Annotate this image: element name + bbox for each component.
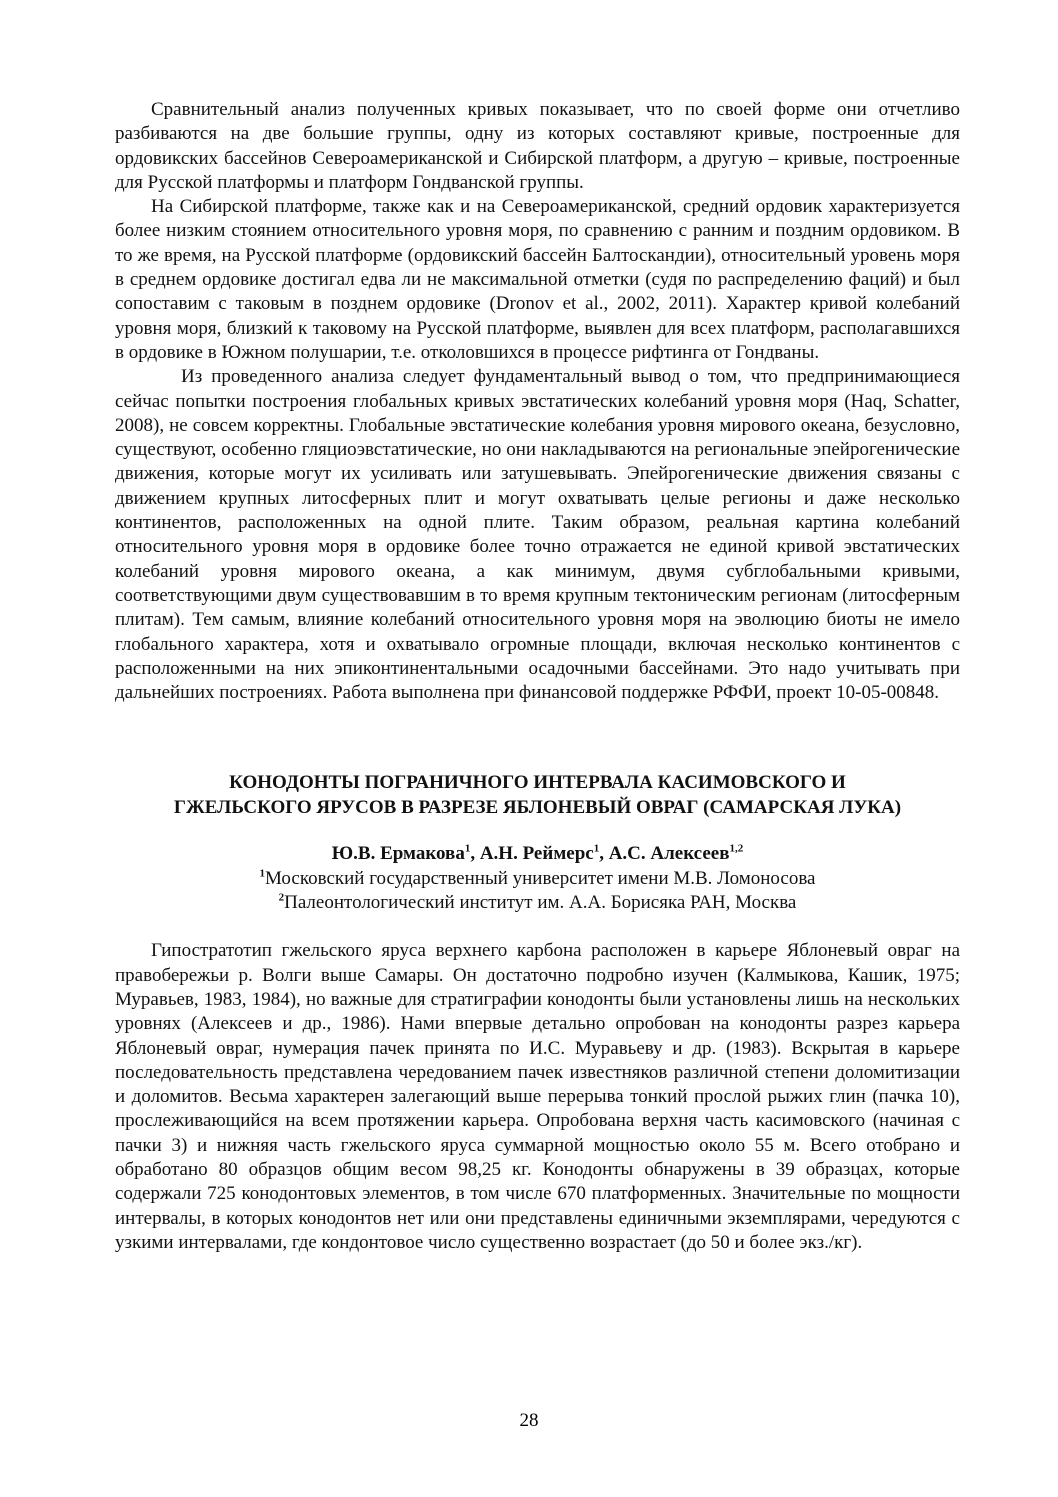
affiliation-mark: 2 [278,891,285,904]
article-title [115,771,960,820]
author-list [115,842,960,866]
body-paragraph: Гипостратотип гжельского яруса верхнего карбона расположен в карьере Яблоневый овраг на правобережьи р. Волги выше Самары. Он достаточно подробно изучен (Калмыкова, Кашик, 1975; Муравьев, 1983, 1984), но важные для стратиграфии конодонты были установлены лишь на нескольких уровнях (Алексеев и др., 1986). Нами впервые детально опробован на конодонты разрез карьера Яблоневый овраг, нумерация пачек принята по И.С. Муравьеву и др. (1983). Вскрытая в карьере последовательность представлена чередованием пачек известняков различной степени доломитизации и доломитов. Весьма характерен залегающий выше перерыва тонкий прослой рыжих глин (пачка 10), прослеживающийся на всем протяжении карьера. Опробована верхня часть касимовского (начиная с пачки 3) и нижняя часть гжельского яруса суммарной мощностью около 55 м. Всего отобрано и обработано 80 образцов общим весом 98,25 кг. Конодонты обнаружены в 39 образцах, которые содержали 725 конодонтовых элементов, в том числе 670 платформенных. Значительные по мощности интервалы, в которых конодонтов нет или они представлены единичными экземплярами, чередуются с узкими интервалами, где кондонтовое число существенно возрастает (до 50 и более экз./кг). [115,940,960,1253]
author-name: А.С. Алексеев [608,843,730,865]
author-name: Ю.В. Ермакова [331,843,465,865]
author-affiliation-mark: 1 [593,843,600,856]
page-number: 28 [519,1410,539,1431]
affiliation [115,867,960,891]
affiliation-text: Московский государственный университет имени М.В. Ломоносова [265,867,816,889]
affiliation [115,891,960,915]
author-name: А.Н. Реймерс [479,843,594,865]
affiliation-text: Палеонтологический институт им. А.А. Борисяка РАН, Москва [284,892,797,914]
body-paragraph: На Сибирской платформе, также как и на Североамериканской, средний ордовик характеризуется более низким стоянием относительного уровня моря, по сравнению с ранним и поздним ордовиком. В то же время, на Русской платформе (ордовикский бассейн Балтоскандии), относительный уровень моря в среднем ордовике достигал едва ли не максимальной отметки (судя по распределению фаций) и был сопоставим с таковым в позднем ордовике (Dronov et al., 2002, 2011). Характер кривой колебаний уровня моря, близкий к таковому на Русской платформе, выявлен для всех платформ, располагавшихся в ордовике в Южном полушарии, т.е. отколовшихся в процессе рифтинга от Гондваны. [115,196,960,363]
author-affiliation-mark: 1,2 [729,843,744,856]
article-title-line: ГЖЕЛЬСКОГО ЯРУСОВ В РАЗРЕЗЕ ЯБЛОНЕВЫЙ ОВРАГ (САМАРСКАЯ ЛУКА) [173,796,902,818]
spacer [115,915,960,939]
body-paragraph: Сравнительный анализ полученных кривых показывает, что по своей форме они отчетливо разбиваются на две большие группы, одну из которых составляют кривые, построенные для ордовикских бассейнов Североамериканской и Сибирской платформ, а другую – кривые, построенные для Русской платформы и платформ Гондванской группы. [115,99,960,193]
body-paragraph: Из проведенного анализа следует фундаментальный вывод о том, что предпринимающиеся сейчас попытки построения глобальных кривых эвстатических колебаний уровня моря (Haq, Schatter, 2008), не совсем корректны. Глобальные эвстатические колебания уровня мирового океана, безусловно, существуют, особенно гляциоэвстатические, но они накладываются на региональные эпейрогенические движения, которые могут их усиливать или затушевывать. Эпейрогенические движения связаны с движением крупных литосферных плит и могут охватывать целые регионы и даже несколько континентов, расположенных на одной плите. Таким образом, реальная картина колебаний относительного уровня моря в ордовике более точно отражается не единой кривой эвстатических колебаний уровня мирового океана, а как минимум, двумя субглобальными кривыми, соответствующими двум существовавшим в то время крупным тектоническим регионам (литосферным плитам). Тем самым, влияние колебаний относительного уровня моря на эволюцию биоты не имело глобального характера, хотя и охватывало огромные площади, включая несколько континентов с расположенными на них эпиконтинентальными осадочными бассейнами. Это надо учитывать при дальнейших построениях. Работа выполнена при финансовой поддержке РФФИ, проект 10-05-00848. [115,366,960,704]
author-separator: , [470,843,480,865]
author-separator: , [599,843,609,865]
article-title-line: КОНОДОНТЫ ПОГРАНИЧНОГО ИНТЕРВАЛА КАСИМОВСКОГО И [229,772,846,794]
affiliation-mark: 1 [259,867,265,880]
author-affiliation-mark: 1 [464,843,471,856]
